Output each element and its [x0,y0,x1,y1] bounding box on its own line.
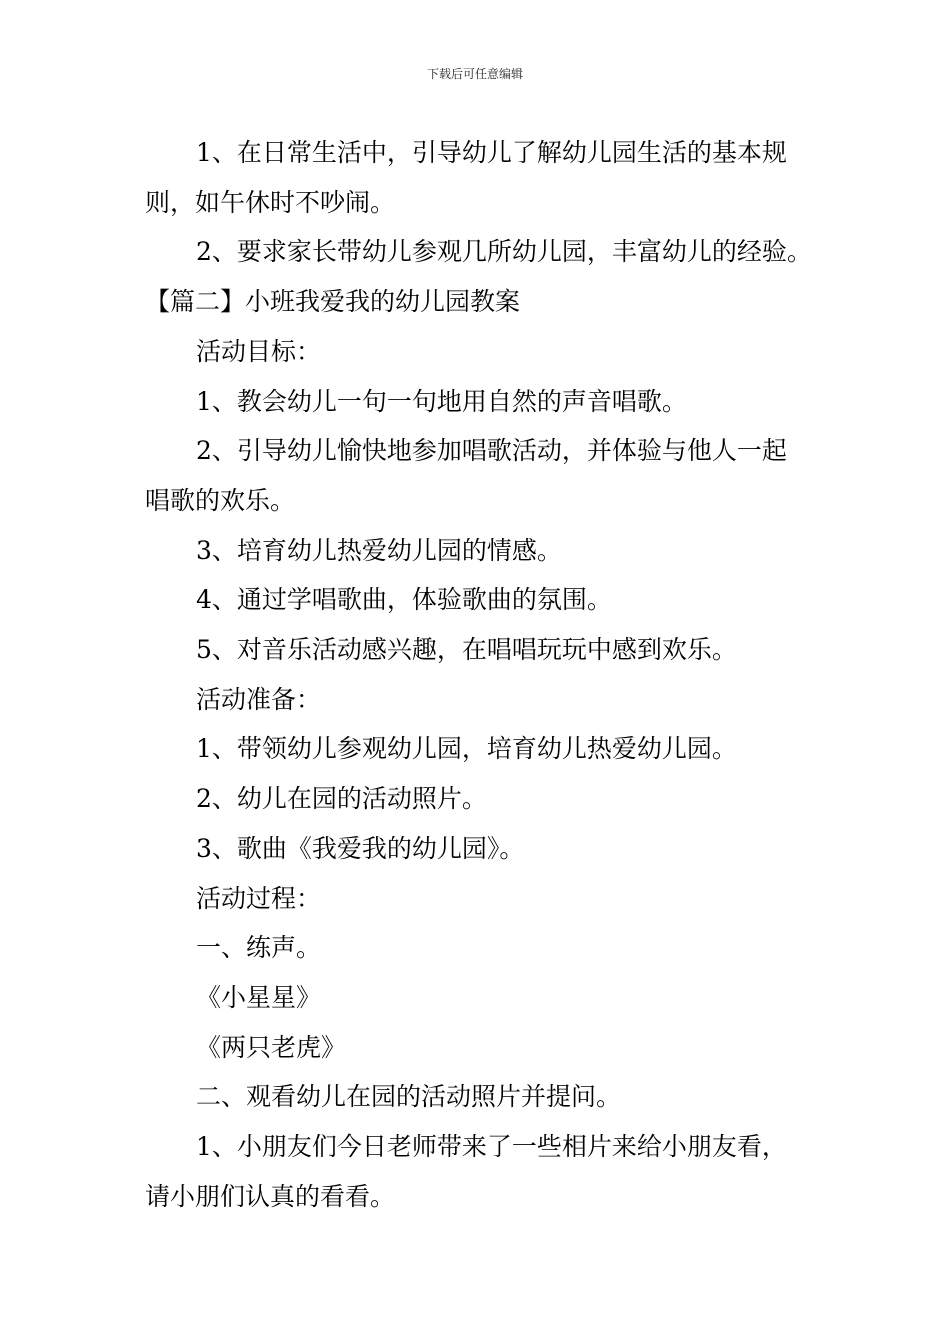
song-title: 《小星星》 [196,982,322,1012]
paragraph-line: 2、引导幼儿愉快地参加唱歌活动，并体验与他人一起 [196,436,787,466]
paragraph-line: 4、通过学唱歌曲，体验歌曲的氛围。 [196,585,612,615]
paragraph-line: 1、带领幼儿参观幼儿园，培育幼儿热爱幼儿园。 [196,734,737,764]
paragraph-line: 请小朋们认真的看看。 [145,1181,396,1211]
song-title: 《两只老虎》 [196,1032,347,1062]
paragraph-line: 则，如午休时不吵闹。 [145,187,396,217]
subsection-title: 活动目标： [196,336,322,366]
paragraph-line: 一、练声。 [196,933,322,963]
paragraph-line: 唱歌的欢乐。 [145,485,296,515]
section-heading: 【篇二】小班我爱我的幼儿园教案 [145,287,521,317]
paragraph-line: 5、对音乐活动感兴趣，在唱唱玩玩中感到欢乐。 [196,635,737,665]
paragraph-line: 1、小朋友们今日老师带来了一些相片来给小朋友看， [196,1132,787,1162]
paragraph-line: 1、教会幼儿一句一句地用自然的声音唱歌。 [196,386,687,416]
paragraph-line: 3、歌曲《我爱我的幼儿园》。 [196,833,525,863]
paragraph-line: 1、在日常生活中，引导幼儿了解幼儿园生活的基本规 [196,138,787,167]
document-body [145,128,825,1221]
page-header-note: 下载后可任意编辑 [426,67,523,81]
paragraph-line: 3、培育幼儿热爱幼儿园的情感。 [196,535,562,565]
subsection-title: 活动准备： [196,684,322,714]
paragraph-line: 二、观看幼儿在园的活动照片并提问。 [196,1082,622,1112]
subsection-title: 活动过程： [196,883,322,913]
paragraph-line: 2、幼儿在园的活动照片。 [196,784,487,814]
paragraph-line: 2、要求家长带幼儿参观几所幼儿园，丰富幼儿的经验。 [196,237,812,267]
